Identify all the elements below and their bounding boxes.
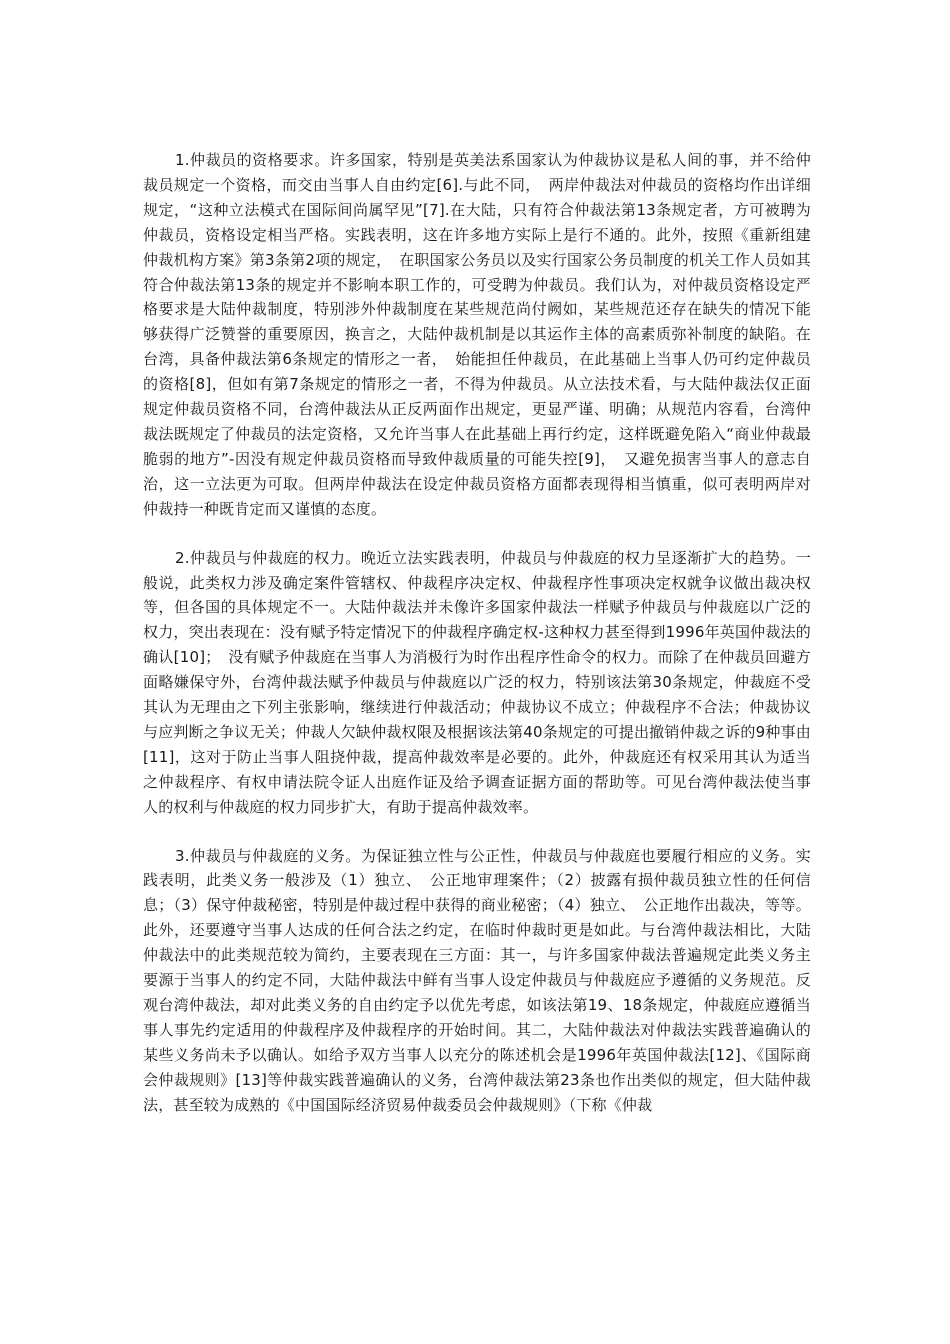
paragraph-arbitrator-powers: 2.仲裁员与仲裁庭的权力。晚近立法实践表明，仲裁员与仲裁庭的权力呈逐渐扩大的趋势。一般说，此类权力涉及确定案件管辖权、仲裁程序决定权、仲裁程序性事项决定权就争议做出裁决权等，但各国的具体规定不一。大陆仲裁法并未像许多国家仲裁法一样赋予仲裁员与仲裁庭以广泛的权力，突出表现在：没有赋予特定情况下的仲裁程序确定权-这种权力甚至得到1996年英国仲裁法的确认[10]； 没有赋予仲裁庭在当事人为消极行为时作出程序性命令的权力。而除了在仲裁员回避方面略嫌保守外，台湾仲裁法赋予仲裁员与仲裁庭以广泛的权力，特别该法第30条规定，仲裁庭不受其认为无理由之下列主张影响，继续进行仲裁活动；仲裁协议不成立；仲裁程序不合法；仲裁协议与应判断之争议无关；仲裁人欠缺仲裁权限及根据该法第40条规定的可提出撤销仲裁之诉的9种事由[11]，这对于防止当事人阻挠仲裁，提高仲裁效率是必要的。此外，仲裁庭还有权采用其认为适当之仲裁程序、有权申请法院令证人出庭作证及给予调查证据方面的帮助等。可见台湾仲裁法使当事人的权利与仲裁庭的权力同步扩大，有助于提高仲裁效率。	[143, 548, 811, 816]
paragraph-arbitrator-duties: 3.仲裁员与仲裁庭的义务。为保证独立性与公正性，仲裁员与仲裁庭也要履行相应的义务。实践表明，此类义务一般涉及（1）独立、 公正地审理案件；（2）披露有损仲裁员独立性的任何信息；（3）保守仲裁秘密，特别是仲裁过程中获得的商业秘密；（4）独立、 公正地作出裁决，等等。此外，还要遵守当事人达成的任何合法之约定，在临时仲裁时更是如此。与台湾仲裁法相比，大陆仲裁法中的此类规范较为简约，主要表现在三方面：其一，与许多国家仲裁法普遍规定此类义务主要源于当事人的约定不同，大陆仲裁法中鲜有当事人设定仲裁员与仲裁庭应予遵循的义务规范。反观台湾仲裁法，却对此类义务的自由约定予以优先考虑，如该法第19、18条规定，仲裁庭应遵循当事人事先约定适用的仲裁程序及仲裁程序的开始时间。其二，大陆仲裁法对仲裁法实践普遍确认的某些义务尚未予以确认。如给予双方当事人以充分的陈述机会是1996年英国仲裁法[12]、《国际商会仲裁规则》[13]等仲裁实践普遍确认的义务，台湾仲裁法第23条也作出类似的规定，但大陆仲裁法，甚至较为成熟的《中国国际经济贸易仲裁委员会仲裁规则》（下称《仲裁	[143, 846, 811, 1114]
paragraph-arbitrator-qualifications: 1.仲裁员的资格要求。许多国家，特别是英美法系国家认为仲裁协议是私人间的事，并不给仲裁员规定一个资格，而交由当事人自由约定[6].与此不同， 两岸仲裁法对仲裁员的资格均作出详细规定，“这种立法模式在国际间尚属罕见”[7].在大陆，只有符合仲裁法第13条规定者，方可被聘为仲裁员，资格设定相当严格。实践表明，这在许多地方实际上是行不通的。此外，按照《重新组建仲裁机构方案》第3条第2项的规定， 在职国家公务员以及实行国家公务员制度的机关工作人员如其符合仲裁法第13条的规定并不影响本职工作的，可受聘为仲裁员。我们认为，对仲裁员资格设定严格要求是大陆仲裁制度，特别涉外仲裁制度在某些规范尚付阙如，某些规范还存在缺失的情况下能够获得广泛赞誉的重要原因，换言之，大陆仲裁机制是以其运作主体的高素质弥补制度的缺陷。在台湾，具备仲裁法第6条规定的情形之一者， 始能担任仲裁员，在此基础上当事人仍可约定仲裁员的资格[8]，但如有第7条规定的情形之一者，不得为仲裁员。从立法技术看，与大陆仲裁法仅正面规定仲裁员资格不同，台湾仲裁法从正反两面作出规定，更显严谨、明确；从规范内容看，台湾仲裁法既规定了仲裁员的法定资格，又允许当事人在此基础上再行约定，这样既避免陷入“商业仲裁最脆弱的地方”-因没有规定仲裁员资格而导致仲裁质量的可能失控[9]， 又避免损害当事人的意志自治，这一立法更为可取。但两岸仲裁法在设定仲裁员资格方面都表现得相当慎重，似可表明两岸对仲裁持一种既肯定而又谨慎的态度。	[143, 151, 811, 518]
document-body	[143, 148, 811, 1142]
